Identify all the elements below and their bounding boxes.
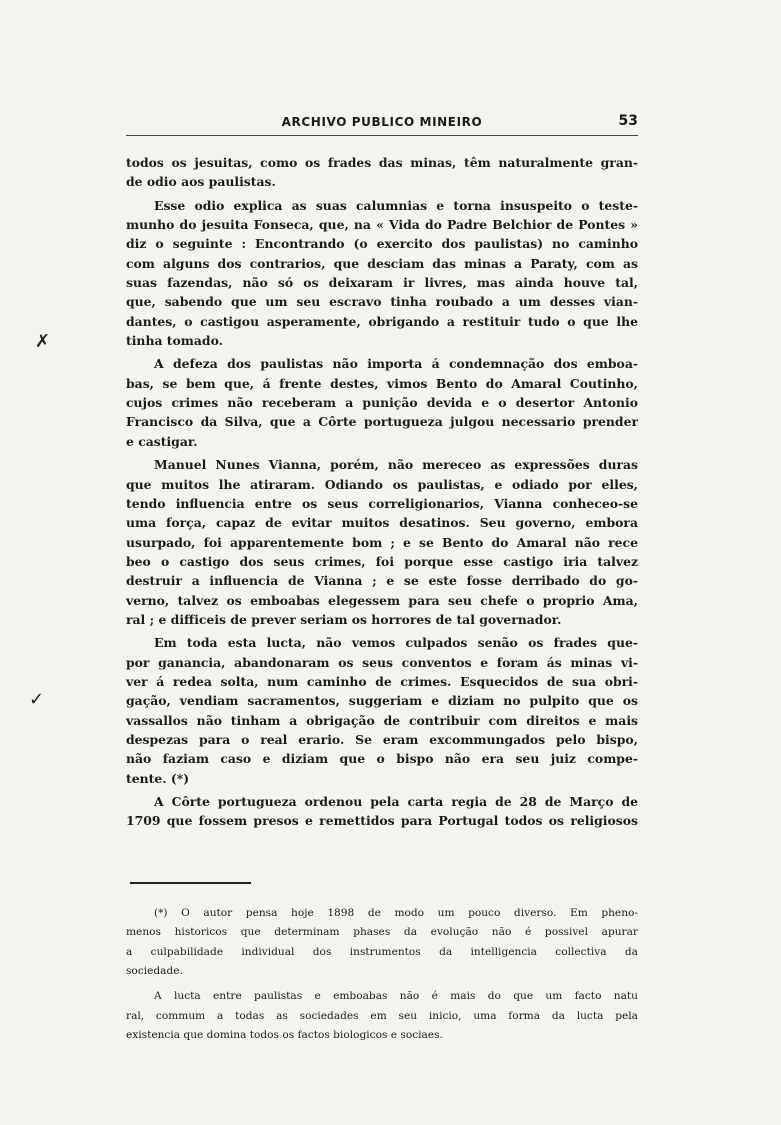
text-line: com alguns dos contrarios, que desciam das minas a Paraty, com as — [126, 255, 638, 271]
text-line: bas, se bem que, á frente destes, vimos Bento do Amaral Coutinho, — [126, 375, 638, 391]
page-header — [126, 113, 638, 135]
text-line: por ganancia, abandonaram os seus conventos e foram ás minas vi- — [126, 654, 638, 670]
text-line: cujos crimes não receberam a punição devida e o desertor Antonio — [126, 395, 638, 411]
text-line: e castigar. — [126, 433, 198, 449]
text-line: Francisco da Silva, que a Côrte portugueza julgou necessario prender — [126, 414, 638, 430]
text-line: verno, talvez os emboabas elegessem para seu chefe o proprio Ama, — [126, 592, 638, 608]
text-line: munho do jesuita Fonseca, que, na « Vida do Padre Belchior de Pontes » — [126, 217, 638, 233]
text-line: despezas para o real erario. Se eram excommungados pelo bispo, — [126, 731, 638, 747]
text-line: não faziam caso e diziam que o bispo não era seu juiz compe- — [126, 751, 638, 767]
text-line: que, sabendo que um seu escravo tinha roubado a um desses vian- — [126, 294, 638, 310]
text-line: ver á redea solta, num caminho de crimes. Esquecidos de sua obri- — [126, 673, 638, 689]
page-number: 53 — [618, 113, 638, 129]
margin-check-icon: ✓ — [29, 689, 45, 710]
text-line: tinha tomado. — [126, 333, 223, 349]
footnote-line: a culpabilidade individual dos instrumentos da intelligencia collectiva da — [126, 945, 638, 958]
text-line: que muitos lhe atiraram. Odiando os paulistas, e odiado por elles, — [126, 476, 638, 492]
footnote-line: sociedade. — [126, 965, 183, 978]
text-line: dantes, o castigou asperamente, obrigando a restituir tudo o que lhe — [126, 313, 638, 329]
footnote-line: existencia que domina todos os factos biologicos e sociaes. — [126, 1029, 443, 1042]
running-head: ARCHIVO PUBLICO MINEIRO — [281, 115, 483, 129]
text-line: usurpado, foi apparentemente bom ; e se Bento do Amaral não rece — [126, 534, 638, 550]
text-line: Em toda esta lucta, não vemos culpados senão os frades que- — [154, 635, 638, 651]
text-line: A Côrte portugueza ordenou pela carta regia de 28 de Março de — [154, 794, 638, 809]
text-line: diz o seguinte : Encontrando (o exercito dos paulistas) no caminho — [126, 236, 638, 252]
text-line: destruir a influencia de Vianna ; e se este fosse derribado do go- — [126, 573, 638, 589]
text-line: Esse odio explica as suas calumnias e torna insuspeito o teste- — [154, 197, 638, 213]
footnote-line: (*) O autor pensa hoje 1898 de modo um pouco diverso. Em pheno- — [154, 907, 638, 919]
footnote-line: A lucta entre paulistas e emboabas não é mais do que um facto natu — [154, 990, 638, 1003]
text-line: ral ; e difficeis de prever seriam os horrores de tal governador. — [126, 611, 562, 627]
body-text — [126, 153, 638, 831]
text-line: beo o castigo dos seus crimes, foi porque esse castigo iria talvez — [126, 553, 638, 569]
text-line: 1709 que fossem presos e remettidos para Portugal todos os religiosos — [126, 813, 638, 829]
footnote-line: menos historicos que determinam phases da evolução não é possivel apurar — [126, 926, 638, 939]
footnote-line: ral, commum a todas as sociedades em seu inicio, uma forma da lucta pela — [126, 1009, 638, 1022]
text-line: gação, vendiam sacramentos, suggeriam e diziam no pulpito que os — [126, 693, 638, 709]
text-line: vassallos não tinham a obrigação de contribuir com direitos e mais — [126, 712, 638, 728]
text-line: Manuel Nunes Vianna, porém, não mereceo as expressões duras — [154, 457, 638, 473]
footnotes — [126, 905, 638, 1046]
footnote-rule — [130, 882, 251, 884]
text-line: tente. (*) — [126, 770, 190, 786]
text-line: tendo influencia entre os seus correligionarios, Vianna conheceo-se — [126, 495, 638, 511]
text-line: A defeza dos paulistas não importa á condemnação dos emboa- — [154, 356, 638, 372]
text-line: de odio aos paulistas. — [126, 174, 276, 190]
header-rule — [126, 135, 638, 136]
text-line: uma força, capaz de evitar muitos desatinos. Seu governo, embora — [126, 515, 638, 531]
margin-mark-icon: ✗ — [35, 331, 51, 352]
text-line: suas fazendas, não só os deixaram ir livres, mas ainda houve tal, — [126, 275, 638, 291]
text-line: todos os jesuitas, como os frades das minas, têm naturalmente gran- — [126, 155, 638, 170]
